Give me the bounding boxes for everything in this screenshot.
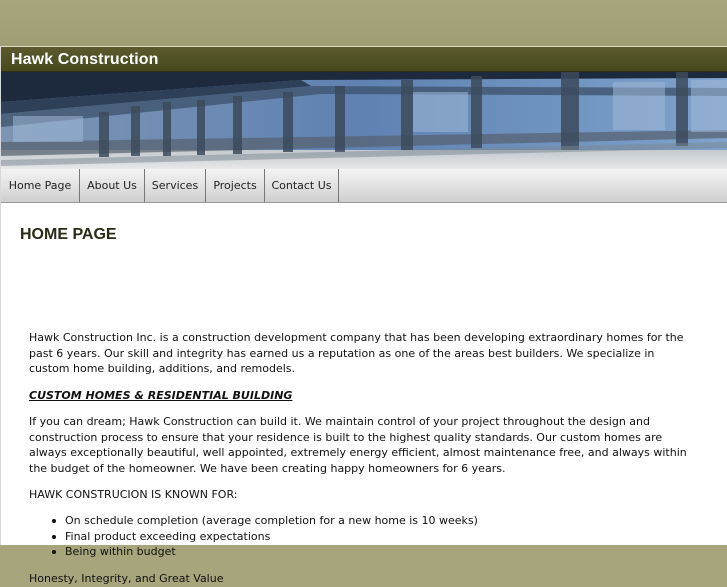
known-for-list: [29, 513, 478, 560]
banner-image: [1, 72, 727, 169]
page-heading: HOME PAGE: [20, 226, 117, 243]
page-wrapper: [0, 46, 727, 585]
nav-about-us[interactable]: About Us: [80, 169, 145, 202]
site-title: Hawk Construction: [11, 51, 159, 68]
section-subheading: CUSTOM HOMES & RESIDENTIAL BUILDING: [29, 389, 293, 402]
list-item: On schedule completion (average completion for a new home is 10 weeks): [29, 513, 478, 529]
nav-services[interactable]: Services: [145, 169, 206, 202]
nav-home-page[interactable]: Home Page: [1, 169, 80, 202]
custom-homes-paragraph: If you can dream; Hawk Construction can build it. We maintain control of your project throughout the design and construction process to ensure that your residence is built to the highest quality standards. Our custom homes are always exceptionally beautiful, well appointed, extremely energy efficient, almost maintenance free, and always within the budget of the homeowner. We have been creating happy homeowners for 6 years.: [29, 415, 687, 475]
site-header-bar: [1, 46, 727, 72]
top-background-band: [0, 0, 727, 46]
nav-contact-us[interactable]: Contact Us: [265, 169, 339, 202]
banner-building-illustration: [1, 72, 727, 169]
known-for-label: HAWK CONSTRUCION IS KNOWN FOR:: [29, 488, 238, 501]
list-item: Final product exceeding expectations: [29, 529, 478, 545]
intro-paragraph: Hawk Construction Inc. is a construction development company that has been developing extraordinary homes for the past 6 years. Our skill and integrity has earned us a reputation as one of the areas best builders. We specialize in custom home building, additions, and remodels.: [29, 331, 684, 375]
main-navigation: [1, 169, 727, 203]
main-content: [1, 203, 726, 585]
closing-line: Honesty, Integrity, and Great Value: [29, 572, 224, 585]
list-item: Being within budget: [29, 544, 478, 560]
nav-projects[interactable]: Projects: [206, 169, 265, 202]
